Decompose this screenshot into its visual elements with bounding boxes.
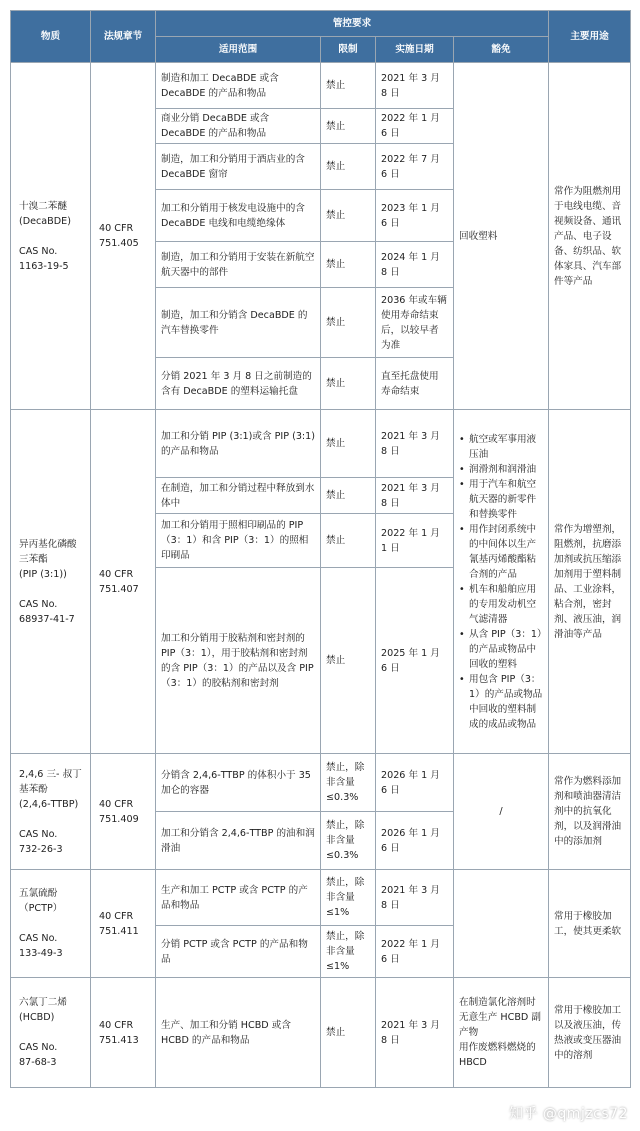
restriction-cell: 禁止 (321, 288, 376, 358)
scope-cell: 分销 PCTP 或含 PCTP 的产品和物品 (156, 926, 321, 978)
regulation-cell: 40 CFR 751.407 (91, 410, 156, 754)
date-cell: 直至托盘使用寿命结束 (376, 358, 454, 410)
table-row (11, 410, 631, 478)
scope-cell: 制造，加工和分销用于安装在新航空航天器中的部件 (156, 242, 321, 288)
table-row (11, 63, 631, 109)
restriction-cell: 禁止，除非含量 ≤1% (321, 926, 376, 978)
substance-cell: 异丙基化磷酸三苯酯 (PIP (3:1)) CAS No. 68937-41-7 (11, 410, 91, 754)
restriction-cell: 禁止 (321, 63, 376, 109)
restriction-cell: 禁止 (321, 109, 376, 144)
date-cell: 2021 年 3 月 8 日 (376, 410, 454, 478)
date-cell: 2021 年 3 月 8 日 (376, 478, 454, 514)
exemption-cell (454, 410, 549, 754)
list-item: • 从含 PIP（3：1）的产品或物品中回收的塑料 (459, 627, 543, 672)
date-cell: 2022 年 1 月 6 日 (376, 109, 454, 144)
regulation-cell: 40 CFR 751.413 (91, 978, 156, 1088)
list-item: • 用作封闭系统中的中间体以生产氰基丙烯酸酯粘合剂的产品 (459, 522, 543, 582)
header-restriction: 限制 (321, 37, 376, 63)
date-cell: 2022 年 7 月 6 日 (376, 144, 454, 190)
scope-cell: 生产、加工和分销 HCBD 或含 HCBD 的产品和物品 (156, 978, 321, 1088)
date-cell: 2026 年 1 月 6 日 (376, 812, 454, 870)
exemption-cell: / (454, 754, 549, 870)
restriction-cell: 禁止 (321, 190, 376, 242)
restriction-cell: 禁止，除非含量≤0.3% (321, 812, 376, 870)
scope-cell: 加工和分销 PIP (3:1)或含 PIP (3:1) 的产品和物品 (156, 410, 321, 478)
header-control: 管控要求 (156, 11, 549, 37)
restriction-cell: 禁止 (321, 410, 376, 478)
uses-cell: 常用于橡胶加工，使其更柔软 (549, 870, 631, 978)
scope-cell: 分销 2021 年 3 月 8 日之前制造的含有 DecaBDE 的塑料运输托盘 (156, 358, 321, 410)
regulation-table (10, 10, 631, 1088)
header-date: 实施日期 (376, 37, 454, 63)
date-cell: 2023 年 1 月 6 日 (376, 190, 454, 242)
exemption-cell: 在制造氯化溶剂时无意生产 HCBD 副产物 用作废燃料燃烧的 HBCD (454, 978, 549, 1088)
regulation-cell: 40 CFR 751.405 (91, 63, 156, 410)
date-cell: 2021 年 3 月 8 日 (376, 63, 454, 109)
date-cell: 2021 年 3 月 8 日 (376, 870, 454, 926)
scope-cell: 在制造，加工和分销过程中释放到水体中 (156, 478, 321, 514)
table-row (11, 870, 631, 926)
date-cell: 2036 年或车辆使用寿命结束后，以较早者为准 (376, 288, 454, 358)
substance-cell: 六氯丁二烯 (HCBD) CAS No. 87-68-3 (11, 978, 91, 1088)
scope-cell: 加工和分销含 2,4,6-TTBP 的油和润滑油 (156, 812, 321, 870)
list-item: • 机车和船舶应用的专用发动机空气滤清器 (459, 582, 543, 627)
scope-cell: 分销含 2,4,6-TTBP 的体积小于 35 加仑的容器 (156, 754, 321, 812)
scope-cell: 加工和分销用于照相印刷品的 PIP（3：1）和含 PIP（3：1）的照相印刷品 (156, 514, 321, 568)
uses-cell: 常作为燃料添加剂和喷油器清洁剂中的抗氧化剂，以及润滑油中的添加剂 (549, 754, 631, 870)
scope-cell: 商业分销 DecaBDE 或含 DecaBDE 的产品和物品 (156, 109, 321, 144)
uses-cell: 常作为阻燃剂用于电线电缆、音视频设备、通讯产品、电子设备、纺织品、软体家具、汽车部件等产品 (549, 63, 631, 410)
substance-cell: 2,4,6 三- 叔丁基苯酚 (2,4,6-TTBP) CAS No. 732-26-3 (11, 754, 91, 870)
exemption-cell (454, 870, 549, 978)
date-cell: 2022 年 1 月 1 日 (376, 514, 454, 568)
restriction-cell: 禁止 (321, 978, 376, 1088)
restriction-cell: 禁止 (321, 242, 376, 288)
restriction-cell: 禁止 (321, 568, 376, 754)
date-cell: 2022 年 1 月 6 日 (376, 926, 454, 978)
uses-cell: 常用于橡胶加工以及液压油，传热液或变压器油中的溶剂 (549, 978, 631, 1088)
list-item: • 航空或军事用液压油 (459, 432, 543, 462)
date-cell: 2021 年 3 月 8 日 (376, 978, 454, 1088)
substance-cell: 五氯硫酚 （PCTP） CAS No. 133-49-3 (11, 870, 91, 978)
header-substance: 物质 (11, 11, 91, 63)
exemption-list (459, 432, 543, 732)
list-item: • 润滑剂和润滑油 (459, 462, 543, 477)
watermark: 知乎 @qmjzcs72 (508, 1106, 628, 1122)
table-row (11, 978, 631, 1088)
table-row (11, 754, 631, 812)
list-item: • 用于汽车和航空航天器的新零件和替换零件 (459, 477, 543, 522)
restriction-cell: 禁止 (321, 478, 376, 514)
regulation-cell: 40 CFR 751.411 (91, 870, 156, 978)
scope-cell: 制造，加工和分销含 DecaBDE 的汽车替换零件 (156, 288, 321, 358)
substance-cell: 十溴二苯醚 (DecaBDE) CAS No. 1163-19-5 (11, 63, 91, 410)
header-exemption: 豁免 (454, 37, 549, 63)
header-uses: 主要用途 (549, 11, 631, 63)
scope-cell: 加工和分销用于胶粘剂和密封剂的 PIP（3：1），用于胶粘剂和密封剂的含 PIP（3：1）的产品以及含 PIP（3：1）的胶粘剂和密封剂 (156, 568, 321, 754)
scope-cell: 生产和加工 PCTP 或含 PCTP 的产品和物品 (156, 870, 321, 926)
date-cell: 2026 年 1 月 6 日 (376, 754, 454, 812)
restriction-cell: 禁止 (321, 358, 376, 410)
restriction-cell: 禁止，除非含量≤0.3% (321, 754, 376, 812)
date-cell: 2024 年 1 月 8 日 (376, 242, 454, 288)
scope-cell: 制造，加工和分销用于酒店业的含 DecaBDE 窗帘 (156, 144, 321, 190)
scope-cell: 制造和加工 DecaBDE 或含 DecaBDE 的产品和物品 (156, 63, 321, 109)
list-item: • 用包含 PIP（3：1）的产品或物品中回收的塑料制成的成品或物品 (459, 672, 543, 732)
uses-cell: 常作为增塑剂，阻燃剂，抗磨添加剂或抗压缩添加剂用于塑料制品、工业涂料，粘合剂，密封剂、液压油，润滑油等产品 (549, 410, 631, 754)
restriction-cell: 禁止，除非含量 ≤1% (321, 870, 376, 926)
scope-cell: 加工和分销用于核发电设施中的含 DecaBDE 电线和电缆绝缘体 (156, 190, 321, 242)
exemption-cell: 回收塑料 (454, 63, 549, 410)
header-regulation: 法规章节 (91, 11, 156, 63)
restriction-cell: 禁止 (321, 144, 376, 190)
date-cell: 2025 年 1 月 6 日 (376, 568, 454, 754)
restriction-cell: 禁止 (321, 514, 376, 568)
header-scope: 适用范围 (156, 37, 321, 63)
regulation-cell: 40 CFR 751.409 (91, 754, 156, 870)
